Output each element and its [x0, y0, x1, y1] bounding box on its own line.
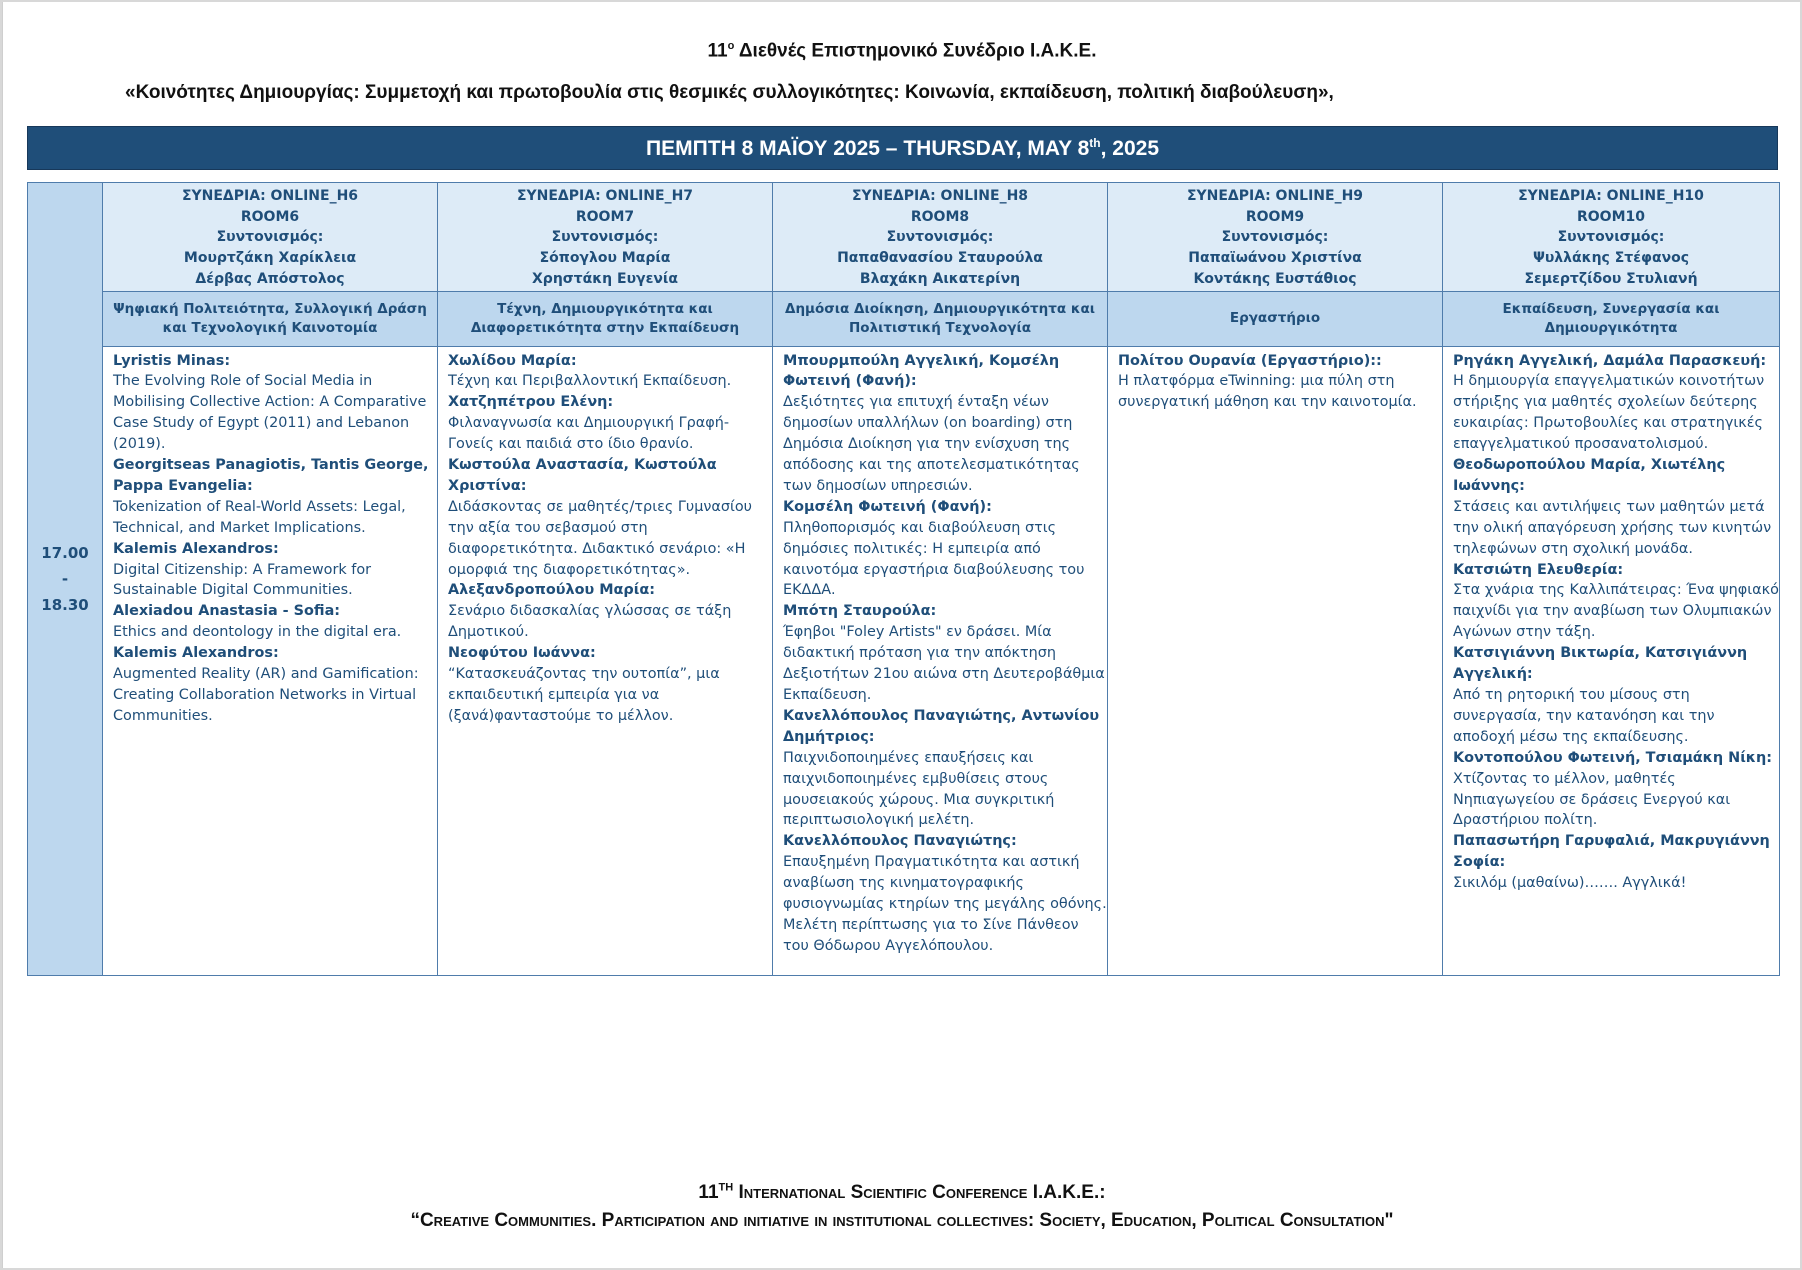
paper-authors: Κανελλόπουλος Παναγιώτης:: [783, 833, 1017, 850]
paper-title: Η πλατφόρμα eTwinning: μια πύλη στη συνεργατική μάθηση και την καινοτομία.: [1118, 373, 1417, 411]
session-coord2: Βλαχάκη Αικατερίνη: [859, 270, 1021, 287]
paper-title: Σενάριο διδασκαλίας γλώσσας σε τάξη Δημοτικού.: [448, 603, 732, 641]
session-papers: [773, 346, 1108, 975]
time-start: 17.00: [41, 543, 89, 562]
banner-date: ΠΕΜΠΤΗ 8 ΜΑΪΟΥ 2025 – THURSDAY, MAY 8: [646, 137, 1090, 160]
paper-authors: Χατζηπέτρου Ελένη:: [448, 394, 614, 411]
paper-authors: Μπότη Σταυρούλα:: [783, 603, 937, 620]
paper-authors: Θεοδωροπούλου Μαρία, Χιωτέλης Ιωάννης:: [1453, 457, 1726, 494]
paper-authors: Νεοφύτου Ιωάννα:: [448, 645, 596, 662]
session-header: [1443, 183, 1780, 292]
paper-authors: Κανελλόπουλος Παναγιώτης, Αντωνίου Δημήτριος:: [783, 707, 1100, 745]
session-session: ΣΥΝΕΔΡΙΑ: ONLINE_H9: [1186, 188, 1364, 204]
footer-number: 11: [698, 1182, 719, 1204]
paper-title: Πληθοπορισμός και διαβούλευση στις δημόσιες πολιτικές: Η εμπειρία από καινοτόμα εργαστήρια διαβούλευσης του ΕΚΔΔΑ.: [783, 519, 1085, 599]
session-theme: [438, 291, 773, 346]
session-theme: [773, 291, 1108, 346]
paper-authors: Georgitseas Panagiotis, Tantis George, Pappa Evangelia:: [113, 457, 429, 494]
paper-authors: Αλεξανδροπούλου Μαρία:: [448, 582, 655, 599]
session-coord-label: Συντονισμός:: [886, 229, 994, 246]
session-header-row: [28, 183, 1780, 292]
session-header: [103, 183, 438, 292]
session-coord1: Παπαθανασίου Σταυρούλα: [837, 250, 1043, 267]
time-dash: -: [61, 569, 69, 588]
session-theme-text: Ψηφιακή Πολιτειότητα, Συλλογική Δράση και Τεχνολογική Καινοτομία: [113, 301, 427, 336]
session-coord2: Κοντάκης Ευστάθιος: [1193, 270, 1357, 287]
document-page: [2, 2, 1800, 1268]
session-theme: [103, 291, 438, 346]
session-coord2: Δέρβας Απόστολος: [195, 270, 345, 287]
title-text: Διεθνές Επιστημονικό Συνέδριο Ι.Α.Κ.Ε.: [734, 40, 1097, 62]
session-coord1: Μουρτζάκη Χαρίκλεια: [183, 250, 357, 267]
footer-title-text: International Scientific Conference I.A.K.E.:: [733, 1182, 1106, 1204]
title-number: 11: [707, 40, 728, 62]
session-header: [773, 183, 1108, 292]
paper-title: Φιλαναγνωσία και Δημιουργική Γραφή- Γονείς και παιδιά στο ίδιο θρανίο.: [448, 415, 730, 453]
session-session: ΣΥΝΕΔΡΙΑ: ONLINE_H7: [516, 188, 694, 204]
session-papers: [438, 346, 773, 975]
session-coord-label: Συντονισμός:: [216, 229, 324, 246]
session-theme-text: Εκπαίδευση, Συνεργασία και Δημιουργικότητα: [1502, 301, 1720, 336]
paper-title: Τέχνη και Περιβαλλοντική Εκπαίδευση.: [448, 373, 732, 390]
session-session: ΣΥΝΕΔΡΙΑ: ONLINE_H10: [1518, 188, 1704, 204]
session-header: [438, 183, 773, 292]
session-header: [1108, 183, 1443, 292]
session-room: ROOM9: [1245, 208, 1305, 225]
session-session: ΣΥΝΕΔΡΙΑ: ONLINE_H8: [851, 188, 1029, 204]
conference-title: [3, 40, 1801, 62]
paper-title: Στάσεις και αντιλήψεις των μαθητών μετά την ολική απαγόρευση χρήσης των κινητών τηλεφώνων στη σχολική μονάδα.: [1453, 498, 1772, 557]
day-banner: [27, 126, 1778, 170]
session-theme: [1443, 291, 1780, 346]
session-papers: [1108, 346, 1443, 975]
session-coord1: Σόπογλου Μαρία: [539, 250, 671, 267]
conference-subtitle: «Κοινότητες Δημιουργίας: Συμμετοχή και πρωτοβουλία στις θεσμικές συλλογικότητες: Κοινωνία, εκπαίδευση, πολιτική διαβούλευση»,: [125, 82, 1334, 103]
paper-authors: Κατσιώτη Ελευθερία:: [1453, 561, 1624, 578]
session-session: ΣΥΝΕΔΡΙΑ: ONLINE_H6: [181, 188, 359, 204]
paper-title: Η δημιουργία επαγγελματικών κοινοτήτων στήριξης για μαθητές σχολείων δεύτερης ευκαιρίας: Πρωτοβουλίες και στρατηγικές επαγγελματικού προσανατολισμού.: [1453, 373, 1765, 453]
schedule-table: [27, 182, 1780, 976]
session-room: ROOM8: [910, 208, 970, 225]
time-end: 18.30: [41, 595, 89, 614]
session-coord-label: Συντονισμός:: [551, 229, 659, 246]
paper-authors: Κοντοπούλου Φωτεινή, Τσιαμάκη Νίκη:: [1453, 749, 1773, 766]
paper-authors: Κομσέλη Φωτεινή (Φανή):: [783, 498, 992, 515]
session-room: ROOM6: [240, 208, 300, 225]
time-slot: [28, 183, 103, 976]
session-papers: [1443, 346, 1780, 975]
paper-authors: Πολίτου Ουρανία (Εργαστήριο)::: [1118, 352, 1382, 369]
paper-title: Ethics and deontology in the digital era.: [113, 624, 402, 641]
paper-authors: Alexiadou Anastasia - Sofia:: [113, 603, 341, 620]
session-papers-row: [28, 346, 1780, 975]
paper-title: “Κατασκευάζοντας την ουτοπία”, μια εκπαιδευτική εμπειρία για να (ξανά)φανταστούμε το μέλλον.: [448, 666, 720, 724]
session-coord-label: Συντονισμός:: [1557, 229, 1665, 246]
paper-title: Έφηβοι "Foley Artists" εν δράσει. Μία διδακτική πρόταση για την απόκτηση Δεξιοτήτων 21ου αιώνα στη Δευτεροβάθμια Εκπαίδευση.: [783, 624, 1105, 704]
session-coord-label: Συντονισμός:: [1221, 229, 1329, 246]
paper-title: Παιχνιδοποιημένες επαυξήσεις και παιχνιδοποιημένες εμβυθίσεις στους μουσειακούς χώρους. Μια συγκριτική περιπτωσιολογική μελέτη.: [783, 749, 1055, 829]
paper-authors: Παπασωτήρη Γαρυφαλιά, Μακρυγιάννη Σοφία:: [1453, 833, 1770, 871]
footer-subtitle: “Creative Communities. Participation and initiative in institutional collectives: Society, Education, Political Consultation": [410, 1210, 1394, 1231]
session-theme-text: Τέχνη, Δημιουργικότητα και Διαφορετικότητα στην Εκπαίδευση: [470, 301, 740, 336]
footer-title: [3, 1182, 1801, 1204]
paper-title: Από τη ρητορική του μίσους στη συνεργασία, την κατανόηση και την αποδοχή μέσω της εκπαίδευσης.: [1453, 687, 1715, 745]
paper-authors: Χωλίδου Μαρία:: [448, 352, 577, 369]
banner-ordinal: th: [1089, 136, 1101, 150]
paper-title: Augmented Reality (AR) and Gamification: Creating Collaboration Networks in Virtual Communities.: [113, 666, 419, 724]
session-coord1: Ψυλλάκης Στέφανος: [1532, 250, 1690, 267]
title-ordinal: ο: [727, 40, 735, 52]
paper-authors: Μπουρμπούλη Αγγελική, Κομσέλη Φωτεινή (Φανή):: [783, 352, 1060, 390]
session-theme-row: [28, 291, 1780, 346]
session-theme-text: Δημόσια Διοίκηση, Δημιουργικότητα και Πολιτιστική Τεχνολογία: [785, 301, 1095, 336]
paper-authors: Lyristis Minas:: [113, 352, 231, 369]
paper-title: Σικιλόμ (μαθαίνω)……. Αγγλικά!: [1453, 875, 1687, 892]
banner-year: , 2025: [1100, 137, 1159, 160]
session-papers: [103, 346, 438, 975]
paper-authors: Kalemis Alexandros:: [113, 645, 279, 662]
session-coord1: Παπαϊωάνου Χριστίνα: [1188, 250, 1362, 267]
paper-title: Επαυξημένη Πραγματικότητα και αστική αναβίωση της κινηματογραφικής φυσιογνωμίας κτηρίων της μεγάλης οθόνης. Μελέτη περίπτωσης για το Σίνε Πάνθεον του Θόδωρου Αγγελόπουλου.: [783, 854, 1107, 954]
footer-ordinal: TH: [718, 1182, 734, 1194]
paper-title: Διδάσκοντας σε μαθητές/τριες Γυμνασίου την αξία του σεβασμού στη διαφορετικότητα. Διδακτικό σενάριο: «Η ομορφιά της διαφορετικότητας».: [448, 498, 753, 578]
paper-title: Digital Citizenship: A Framework for Sustainable Digital Communities.: [113, 561, 372, 599]
paper-authors: Kalemis Alexandros:: [113, 540, 279, 557]
paper-authors: Ρηγάκη Αγγελική, Δαμάλα Παρασκευή:: [1453, 352, 1767, 369]
session-room: ROOM7: [575, 208, 635, 225]
paper-title: The Evolving Role of Social Media in Mobilising Collective Action: A Comparative Case Study of Egypt (2011) and Lebanon (2019).: [113, 373, 427, 453]
paper-title: Χτίζοντας το μέλλον, μαθητές Νηπιαγωγείου σε δράσεις Ενεργού και Δραστήριου πολίτη.: [1453, 770, 1731, 829]
session-coord2: Χρηστάκη Ευγενία: [532, 270, 678, 287]
paper-authors: Κατσιγιάννη Βικτωρία, Κατσιγιάννη Αγγελική:: [1453, 645, 1748, 683]
paper-authors: Κωστούλα Αναστασία, Κωστούλα Χριστίνα:: [448, 457, 717, 494]
paper-title: Στα χνάρια της Καλλιπάτειρας: Ένα ψηφιακό παιχνίδι για την αναβίωση των Ολυμπιακών Αγώνων στην τάξη.: [1453, 582, 1779, 641]
paper-title: Tokenization of Real-World Assets: Legal, Technical, and Market Implications.: [113, 498, 406, 536]
session-room: ROOM10: [1577, 208, 1645, 225]
paper-title: Δεξιότητες για επιτυχή ένταξη νέων δημοσίων υπαλλήλων (on boarding) στη Δημόσια Διοίκηση για την ενίσχυση της απόδοσης και της αποτελεσματικότητας των δημοσίων υπηρεσιών.: [783, 394, 1080, 494]
session-theme-text: Εργαστήριο: [1229, 310, 1321, 327]
session-theme: [1108, 291, 1443, 346]
session-coord2: Σεμερτζίδου Στυλιανή: [1524, 270, 1698, 287]
